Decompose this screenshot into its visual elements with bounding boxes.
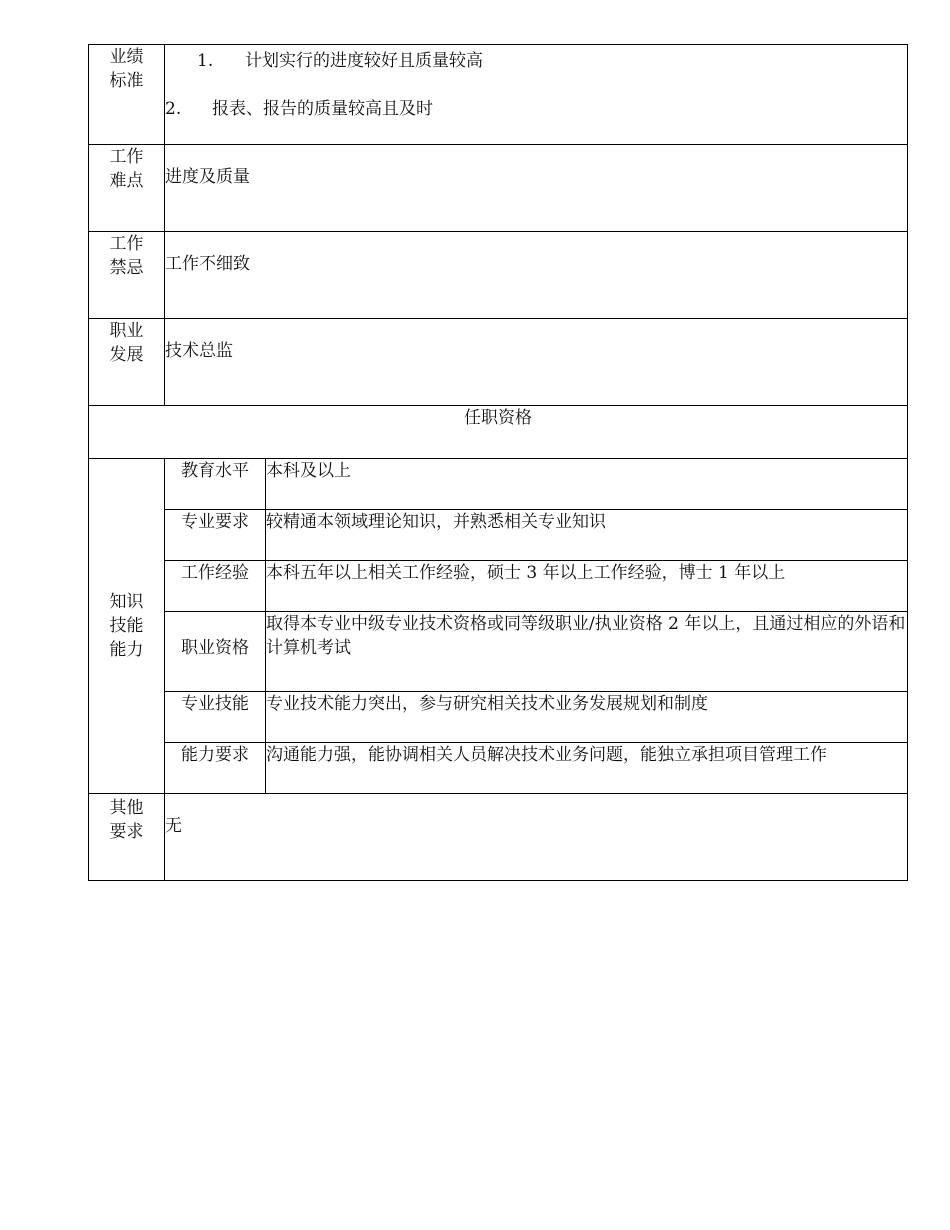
performance-item-2: 2. 报表、报告的质量较高且及时 xyxy=(165,99,433,119)
knowledge-row-ability xyxy=(89,743,908,794)
knowledge-row-label: 职业资格 xyxy=(165,612,266,692)
qualification-heading-row xyxy=(89,406,908,459)
performance-row xyxy=(89,45,908,145)
knowledge-row-certification xyxy=(89,612,908,692)
knowledge-row-experience xyxy=(89,561,908,612)
knowledge-row-label: 教育水平 xyxy=(165,459,266,510)
knowledge-row-label: 专业技能 xyxy=(165,692,266,743)
difficulty-label: 工作 难点 xyxy=(89,145,165,232)
knowledge-row-label: 工作经验 xyxy=(165,561,266,612)
performance-label: 业绩 标准 xyxy=(89,45,165,145)
difficulty-row xyxy=(89,145,908,232)
knowledge-row-value: 沟通能力强，能协调相关人员解决技术业务问题，能独立承担项目管理工作 xyxy=(266,743,908,794)
job-description-table xyxy=(88,44,908,881)
knowledge-row-value: 取得本专业中级专业技术资格或同等级职业/执业资格 2 年以上，且通过相应的外语和计算机考试 xyxy=(266,612,908,692)
knowledge-row-major xyxy=(89,510,908,561)
taboo-row xyxy=(89,232,908,319)
taboo-label: 工作 禁忌 xyxy=(89,232,165,319)
knowledge-row-skills xyxy=(89,692,908,743)
taboo-value: 工作不细致 xyxy=(165,232,908,319)
career-value: 技术总监 xyxy=(165,319,908,406)
knowledge-label: 知识 技能 能力 xyxy=(89,459,165,794)
qualification-heading: 任职资格 xyxy=(89,406,908,459)
knowledge-row-value: 较精通本领域理论知识，并熟悉相关专业知识 xyxy=(266,510,908,561)
performance-item-1: 1. 计划实行的进度较好且质量较高 xyxy=(197,51,483,71)
knowledge-row-value: 本科五年以上相关工作经验，硕士 3 年以上工作经验，博士 1 年以上 xyxy=(266,561,908,612)
other-label: 其他 要求 xyxy=(89,794,165,881)
knowledge-row-value: 本科及以上 xyxy=(266,459,908,510)
other-value: 无 xyxy=(165,794,908,881)
performance-value xyxy=(165,45,908,145)
career-label: 职业 发展 xyxy=(89,319,165,406)
knowledge-row-value: 专业技术能力突出，参与研究相关技术业务发展规划和制度 xyxy=(266,692,908,743)
knowledge-row-label: 能力要求 xyxy=(165,743,266,794)
knowledge-row-education xyxy=(89,459,908,510)
career-row xyxy=(89,319,908,406)
other-row xyxy=(89,794,908,881)
knowledge-row-label: 专业要求 xyxy=(165,510,266,561)
difficulty-value: 进度及质量 xyxy=(165,145,908,232)
